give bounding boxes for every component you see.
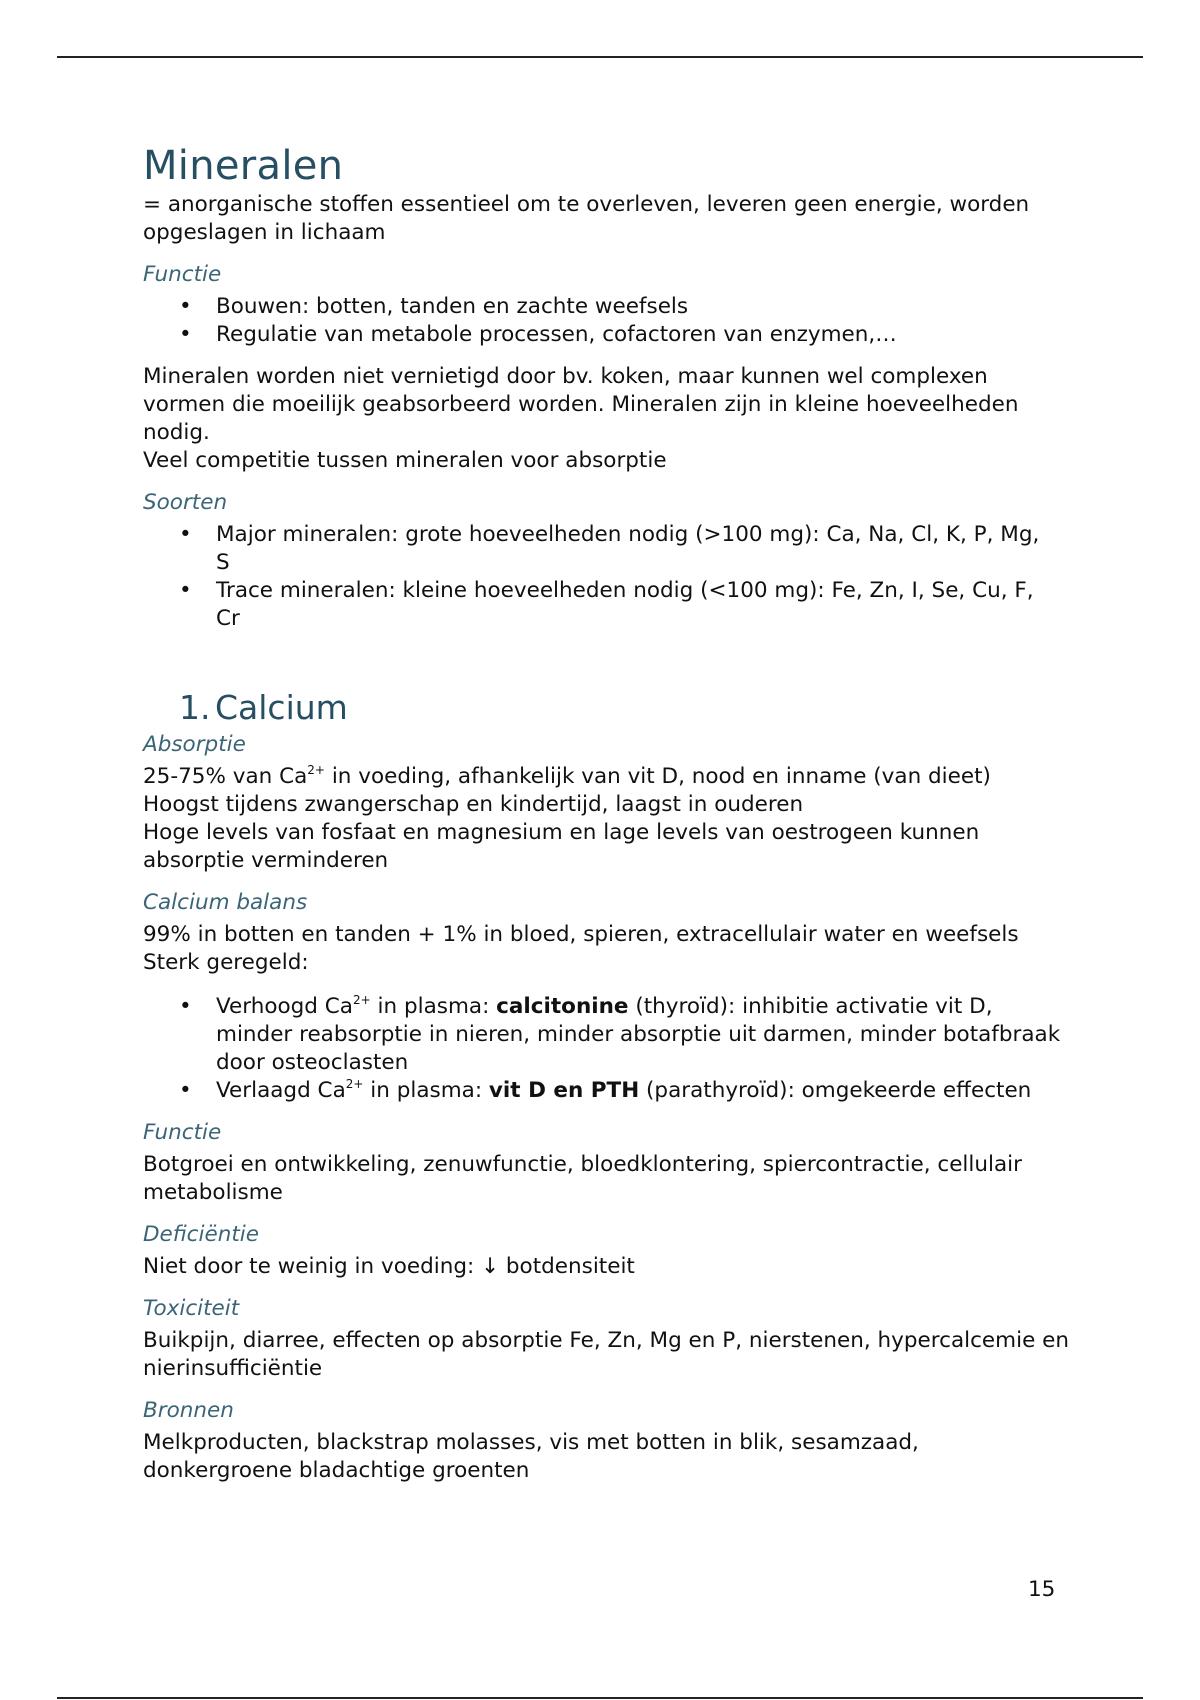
absorptie-line: Hoogst tijdens zwangerschap en kindertijd, laagst in ouderen	[143, 792, 804, 817]
bullet-icon: •	[179, 294, 192, 319]
absorptie-line: Hoge levels van fosfaat en magnesium en lage levels van oestrogeen kunnen absorptie verminderen	[143, 820, 980, 873]
balans-list	[143, 993, 1073, 1105]
list-item: • Bouwen: botten, tanden en zachte weefsels	[179, 294, 689, 319]
bullet-icon: •	[179, 1078, 192, 1103]
list-item: • Trace mineralen: kleine hoeveelheden nodig (<100 mg): Fe, Zn, I, Se, Cu, F, Cr	[179, 578, 1034, 631]
footer-rule	[57, 1697, 1143, 1699]
list-item: • Verlaagd $Ca^{2+}$ in plasma: vit D en PTH (parathyroïd): omgekeerde effecten	[179, 1076, 1032, 1103]
absorptie-line: 25-75% van $Ca^{2+}$ in voeding, afhankelijk van vit D, nood en inname (van dieet)	[143, 762, 991, 789]
balans-line: 99% in botten en tanden + 1% in bloed, spieren, extracellulair water en weefsels	[143, 922, 1019, 947]
bullet-icon: •	[179, 522, 192, 547]
list-item: • Regulatie van metabole processen, cofactoren van enzymen,…	[179, 322, 897, 347]
intro-text: = anorganische stoffen essentieel om te overleven, leveren geen energie, worden opgeslagen in lichaam	[143, 192, 1030, 245]
toxiciteit-text: Buikpijn, diarree, effecten op absorptie Fe, Zn, Mg en P, nierstenen, hypercalcemie en nierinsufficiëntie	[143, 1328, 1069, 1381]
absorptie-heading: Absorptie	[143, 732, 246, 757]
page-number: 15	[1028, 1577, 1056, 1602]
section-number: 1.	[179, 688, 211, 727]
paragraph: Mineralen worden niet vernietigd door bv. koken, maar kunnen wel complexen vormen die moeilijk geabsorbeerd worden. Mineralen zijn in kleine hoeveelheden nodig.	[143, 364, 1019, 445]
deficientie-heading: Deficiëntie	[143, 1222, 259, 1247]
page-title: Mineralen	[143, 143, 344, 189]
functie-list	[143, 293, 1073, 349]
deficientie-text: Niet door te weinig in voeding: ↓ botdensiteit	[143, 1254, 635, 1279]
list-item: • Verhoogd $Ca^{2+}$ in plasma: calcitonine (thyroïd): inhibitie activatie vit D, minder reabsorptie in nieren, minder absorptie uit darmen, minder botafbraak door osteoclasten	[179, 992, 1061, 1075]
functie-heading: Functie	[143, 262, 222, 287]
page-content	[143, 140, 1073, 1485]
bullet-icon: •	[179, 994, 192, 1019]
list-item: • Major mineralen: grote hoeveelheden nodig (>100 mg): Ca, Na, Cl, K, P, Mg, S	[179, 522, 1040, 575]
functie-text: Botgroei en ontwikkeling, zenuwfunctie, bloedklontering, spiercontractie, cellulair metabolisme	[143, 1152, 1022, 1205]
paragraph: Veel competitie tussen mineralen voor absorptie	[143, 448, 667, 473]
section-heading-calcium: 1. Calcium	[179, 688, 348, 727]
soorten-heading: Soorten	[143, 490, 228, 515]
functie-heading: Functie	[143, 1120, 222, 1145]
balans-line: Sterk geregeld:	[143, 950, 309, 975]
header-rule	[57, 56, 1143, 58]
bronnen-heading: Bronnen	[143, 1398, 234, 1423]
bullet-icon: •	[179, 322, 192, 347]
soorten-list	[143, 521, 1073, 633]
toxiciteit-heading: Toxiciteit	[143, 1296, 240, 1321]
bronnen-text: Melkproducten, blackstrap molasses, vis met botten in blik, sesamzaad, donkergroene bladachtige groenten	[143, 1430, 919, 1483]
bullet-icon: •	[179, 578, 192, 603]
balans-heading: Calcium balans	[143, 890, 308, 915]
